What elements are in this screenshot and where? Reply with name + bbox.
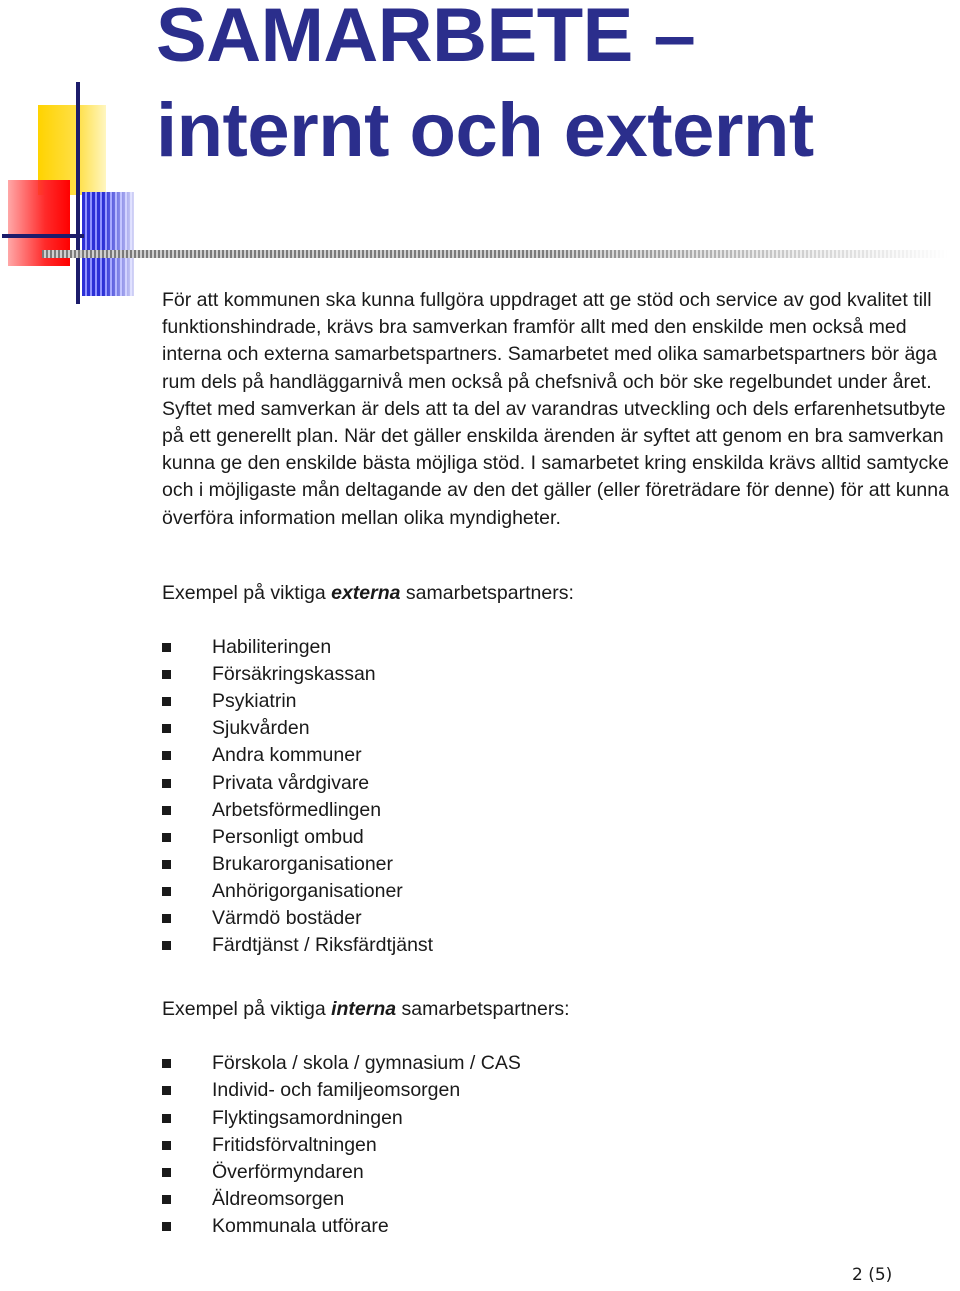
list-item	[162, 688, 960, 715]
internal-partners-heading	[162, 996, 960, 1023]
list-item-label: Fritidsförvaltningen	[212, 1133, 377, 1156]
list-item-label: Psykiatrin	[212, 690, 297, 713]
list-item	[162, 1077, 960, 1104]
square-bullet-icon	[162, 670, 171, 679]
square-bullet-icon	[162, 643, 171, 652]
square-bullet-icon	[162, 1195, 171, 1204]
list-item	[162, 715, 960, 742]
square-bullet-icon	[162, 724, 171, 733]
square-bullet-icon	[162, 1114, 171, 1123]
list-item	[162, 1132, 960, 1159]
page-title	[156, 0, 814, 178]
list-item-label: Individ- och familjeomsorgen	[212, 1079, 461, 1102]
square-bullet-icon	[162, 751, 171, 760]
square-bullet-icon	[162, 1168, 171, 1177]
list-item	[162, 1213, 960, 1240]
list-item-label: Kommunala utförare	[212, 1214, 389, 1237]
square-bullet-icon	[162, 887, 171, 896]
list-item-label: Värmdö bostäder	[212, 906, 362, 929]
external-heading-emphasis: externa	[331, 581, 401, 604]
external-partners-list	[162, 634, 960, 959]
list-item-label: Habiliteringen	[212, 636, 332, 659]
list-item-label: Äldreomsorgen	[212, 1187, 345, 1210]
list-item	[162, 634, 960, 661]
decorative-horizontal-line	[2, 234, 84, 238]
list-item-label: Färdtjänst / Riksfärdtjänst	[212, 934, 434, 957]
page-title-line-2: internt och externt	[156, 88, 814, 173]
square-bullet-icon	[162, 806, 171, 815]
page-number: 2 (5)	[852, 1265, 893, 1285]
square-bullet-icon	[162, 1086, 171, 1095]
external-partners-heading	[162, 580, 960, 607]
list-item-label: Arbetsförmedlingen	[212, 798, 382, 821]
decorative-vertical-line	[76, 82, 80, 304]
square-bullet-icon	[162, 1141, 171, 1150]
list-item	[162, 851, 960, 878]
internal-partners-list	[162, 1050, 960, 1240]
intro-paragraph: För att kommunen ska kunna fullgöra uppdraget att ge stöd och service av god kvalitet till funktionshindrade, krävs bra samverkan framför allt med den enskilde men också med interna och externa samarbetspartners. Samarbetet med olika samarbetspartners bör äga rum dels på handläggarnivå men också på chefsnivå och bör ske regelbundet under året. Syftet med samverkan är dels att ta del av varandras utveckling och dels erfarenhetsutbyte på ett generellt plan. När det gäller enskilda ärenden är syftet att genom en bra samverkan kunna ge den enskilde bästa möjliga stöd. I samarbetet kring enskilda krävs alltid samtycke och i möjligaste mån deltagande av den det gäller (eller företrädare för denne) för att kunna överföra information mellan olika myndigheter.	[162, 289, 949, 529]
list-item	[162, 932, 960, 959]
internal-heading-emphasis: interna	[331, 998, 397, 1021]
decorative-blue-square	[82, 192, 134, 296]
list-item-label: Anhörigorganisationer	[212, 879, 403, 902]
list-item-label: Överförmyndaren	[212, 1160, 364, 1183]
square-bullet-icon	[162, 914, 171, 923]
list-item-label: Sjukvården	[212, 717, 310, 740]
internal-heading-suffix: samarbetspartners:	[396, 998, 570, 1021]
list-item	[162, 1105, 960, 1132]
list-item	[162, 661, 960, 688]
list-item	[162, 905, 960, 932]
title-divider-rule	[42, 250, 948, 258]
list-item	[162, 824, 960, 851]
list-item	[162, 770, 960, 797]
list-item	[162, 742, 960, 769]
square-bullet-icon	[162, 941, 171, 950]
square-bullet-icon	[162, 860, 171, 869]
page-title-line-1: SAMARBETE –	[156, 0, 696, 78]
list-item-label: Försäkringskassan	[212, 663, 376, 686]
list-item-label: Personligt ombud	[212, 825, 364, 848]
list-item	[162, 797, 960, 824]
square-bullet-icon	[162, 1059, 171, 1068]
list-item	[162, 1050, 960, 1077]
list-item-label: Flyktingsamordningen	[212, 1106, 403, 1129]
list-item	[162, 1186, 960, 1213]
list-item-label: Brukarorganisationer	[212, 852, 394, 875]
list-item-label: Andra kommuner	[212, 744, 362, 767]
internal-heading-prefix: Exempel på viktiga	[162, 998, 332, 1021]
list-item	[162, 878, 960, 905]
square-bullet-icon	[162, 833, 171, 842]
external-heading-prefix: Exempel på viktiga	[162, 581, 332, 604]
square-bullet-icon	[162, 779, 171, 788]
document-body	[162, 287, 960, 1240]
list-item-label: Förskola / skola / gymnasium / CAS	[212, 1052, 521, 1075]
square-bullet-icon	[162, 1222, 171, 1231]
list-item-label: Privata vårdgivare	[212, 771, 370, 794]
square-bullet-icon	[162, 697, 171, 706]
list-item	[162, 1159, 960, 1186]
external-heading-suffix: samarbetspartners:	[400, 581, 574, 604]
